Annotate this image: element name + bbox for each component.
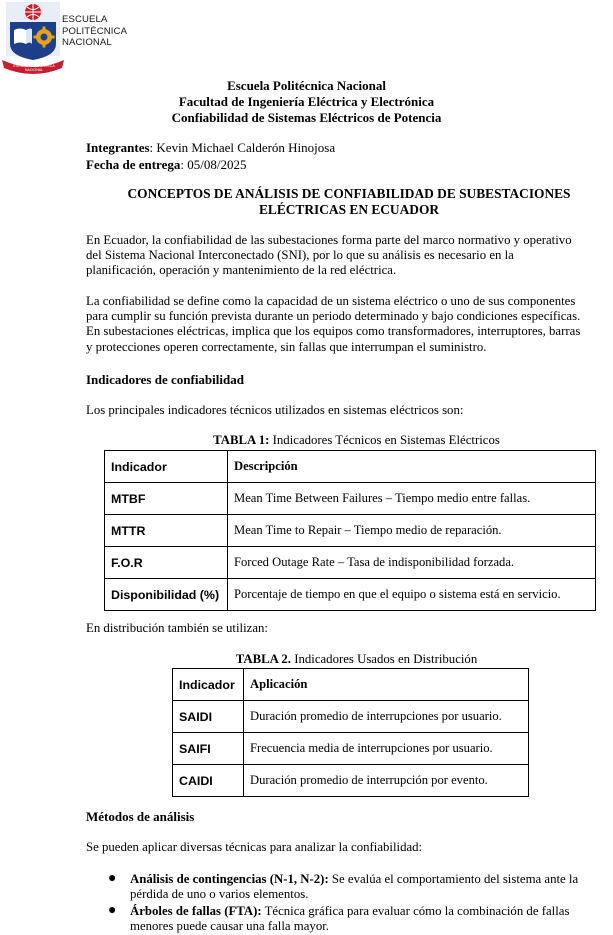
header-faculty: Facultad de Ingeniería Eléctrica y Electrónica: [178, 94, 435, 109]
table-cell-indicator: SAIDI: [173, 701, 244, 733]
methods-intro: Se pueden aplicar diversas técnicas para analizar la confiabilidad:: [86, 840, 423, 854]
logo-line-2: POLITÉCNICA: [62, 25, 128, 37]
table-header-cell: Indicador: [173, 669, 244, 701]
logo-line-1: ESCUELA: [62, 14, 108, 25]
distribution-intro: En distribución también se utilizan:: [86, 621, 268, 635]
table-cell-application: Duración promedio de interrupción por evento.: [244, 765, 529, 797]
paragraph-2-line: En subestaciones eléctricas, implica que los equipos como transformadores, interruptores, barras: [86, 324, 581, 339]
table-row: [105, 483, 596, 515]
table-2-caption: [50, 652, 613, 667]
paragraph-2: [86, 294, 606, 355]
paragraph-1: [86, 233, 606, 279]
paragraph-1-line: planificación, operación y mantenimiento de la red eléctrica.: [86, 263, 397, 278]
header-course: Confiabilidad de Sistemas Eléctricos de Potencia: [171, 110, 442, 125]
members-label: Integrantes: [86, 140, 150, 155]
table-2-caption-text: Indicadores Usados en Distribución: [291, 652, 478, 666]
logo-ribbon-text: ESCUELA POLITÉCNICA NACIONAL: [13, 64, 55, 72]
bullet-description-continued: pérdida de uno o varios elementos.: [130, 887, 309, 901]
members-value: : Kevin Michael Calderón Hinojosa: [149, 140, 336, 155]
table-cell-application: Frecuencia media de interrupciones por usuario.: [244, 733, 529, 765]
bullet-icon: ●: [108, 903, 117, 918]
table-header-cell: Descripción: [228, 451, 596, 483]
bullet-icon: ●: [108, 871, 117, 886]
logo-line-3: NACIONAL: [62, 37, 112, 48]
table-cell-description: Forced Outage Rate – Tasa de indisponibilidad forzada.: [228, 547, 596, 579]
paragraph-1-line: En Ecuador, la confiabilidad de las subestaciones forma parte del marco normativo y operativo: [86, 233, 572, 247]
table-row: [105, 515, 596, 547]
table-1-caption-text: Indicadores Técnicos en Sistemas Eléctricos: [269, 433, 500, 447]
table-1-caption-label: TABLA 1:: [213, 433, 270, 447]
indicators-intro: Los principales indicadores técnicos utilizados en sistemas eléctricos son:: [86, 403, 464, 417]
paragraph-2-line: para cumplir su función prevista durante un periodo determinado y bajo condiciones específicas.: [86, 309, 581, 324]
date-value: : 05/08/2025: [180, 157, 247, 172]
table-technical-indicators: [104, 450, 596, 611]
table-cell-description: Porcentaje de tiempo en que el equipo o sistema está en servicio.: [228, 579, 596, 611]
title-line-2: ELÉCTRICAS EN ECUADOR: [258, 202, 440, 217]
bullet-term: Árboles de fallas (FTA):: [130, 904, 262, 918]
paragraph-1-line: del Sistema Nacional Interconectado (SNI), por lo que su análisis es necesario en la: [86, 248, 514, 263]
date-line: [86, 156, 246, 173]
bullet-description-continued: menores puede causar una falla mayor.: [130, 919, 329, 933]
table-row: [173, 765, 529, 797]
table-header-row: [173, 669, 529, 701]
table-row: [173, 733, 529, 765]
title-line-1: CONCEPTOS DE ANÁLISIS DE CONFIABILIDAD DE SUBESTACIONES: [127, 186, 571, 201]
date-label: Fecha de entrega: [86, 157, 181, 172]
table-header-cell: Indicador: [105, 451, 228, 483]
table-cell-indicator: MTTR: [105, 515, 228, 547]
list-item: [130, 904, 610, 934]
table-1-caption: [50, 433, 613, 448]
table-cell-indicator: CAIDI: [173, 765, 244, 797]
table-cell-indicator: Disponibilidad (%): [105, 579, 228, 611]
bullet-term: Análisis de contingencias (N-1, N-2):: [130, 872, 329, 886]
table-row: [173, 701, 529, 733]
section-heading-indicators: Indicadores de confiabilidad: [86, 372, 244, 387]
table-cell-indicator: SAIFI: [173, 733, 244, 765]
table-header-row: [105, 451, 596, 483]
table-header-cell: Aplicación: [244, 669, 529, 701]
paragraph-2-line: La confiabilidad se define como la capacidad de un sistema eléctrico o uno de sus componentes: [86, 294, 576, 308]
list-item: [130, 872, 610, 902]
section-heading-methods: Métodos de análisis: [86, 809, 195, 824]
table-row: [105, 579, 596, 611]
members-line: [86, 139, 335, 156]
paragraph-2-line: y protecciones operen correctamente, sin fallas que interrumpan el suministro.: [86, 339, 487, 354]
table-cell-description: Mean Time Between Failures – Tiempo medio entre fallas.: [228, 483, 596, 515]
table-cell-application: Duración promedio de interrupciones por usuario.: [244, 701, 529, 733]
table-2-caption-label: TABLA 2.: [235, 652, 291, 666]
header-institution: Escuela Politécnica Nacional: [227, 78, 386, 93]
bullet-description: Técnica gráfica para evaluar cómo la combinación de fallas: [261, 904, 570, 918]
table-cell-indicator: F.O.R: [105, 547, 228, 579]
logo-wordmark: [62, 14, 127, 49]
table-cell-description: Mean Time to Repair – Tiempo medio de reparación.: [228, 515, 596, 547]
document-title: [100, 186, 598, 218]
table-row: [105, 547, 596, 579]
table-distribution-indicators: [172, 668, 529, 797]
table-cell-indicator: MTBF: [105, 483, 228, 515]
bullet-description: Se evalúa el comportamiento del sistema ante la: [328, 872, 579, 886]
